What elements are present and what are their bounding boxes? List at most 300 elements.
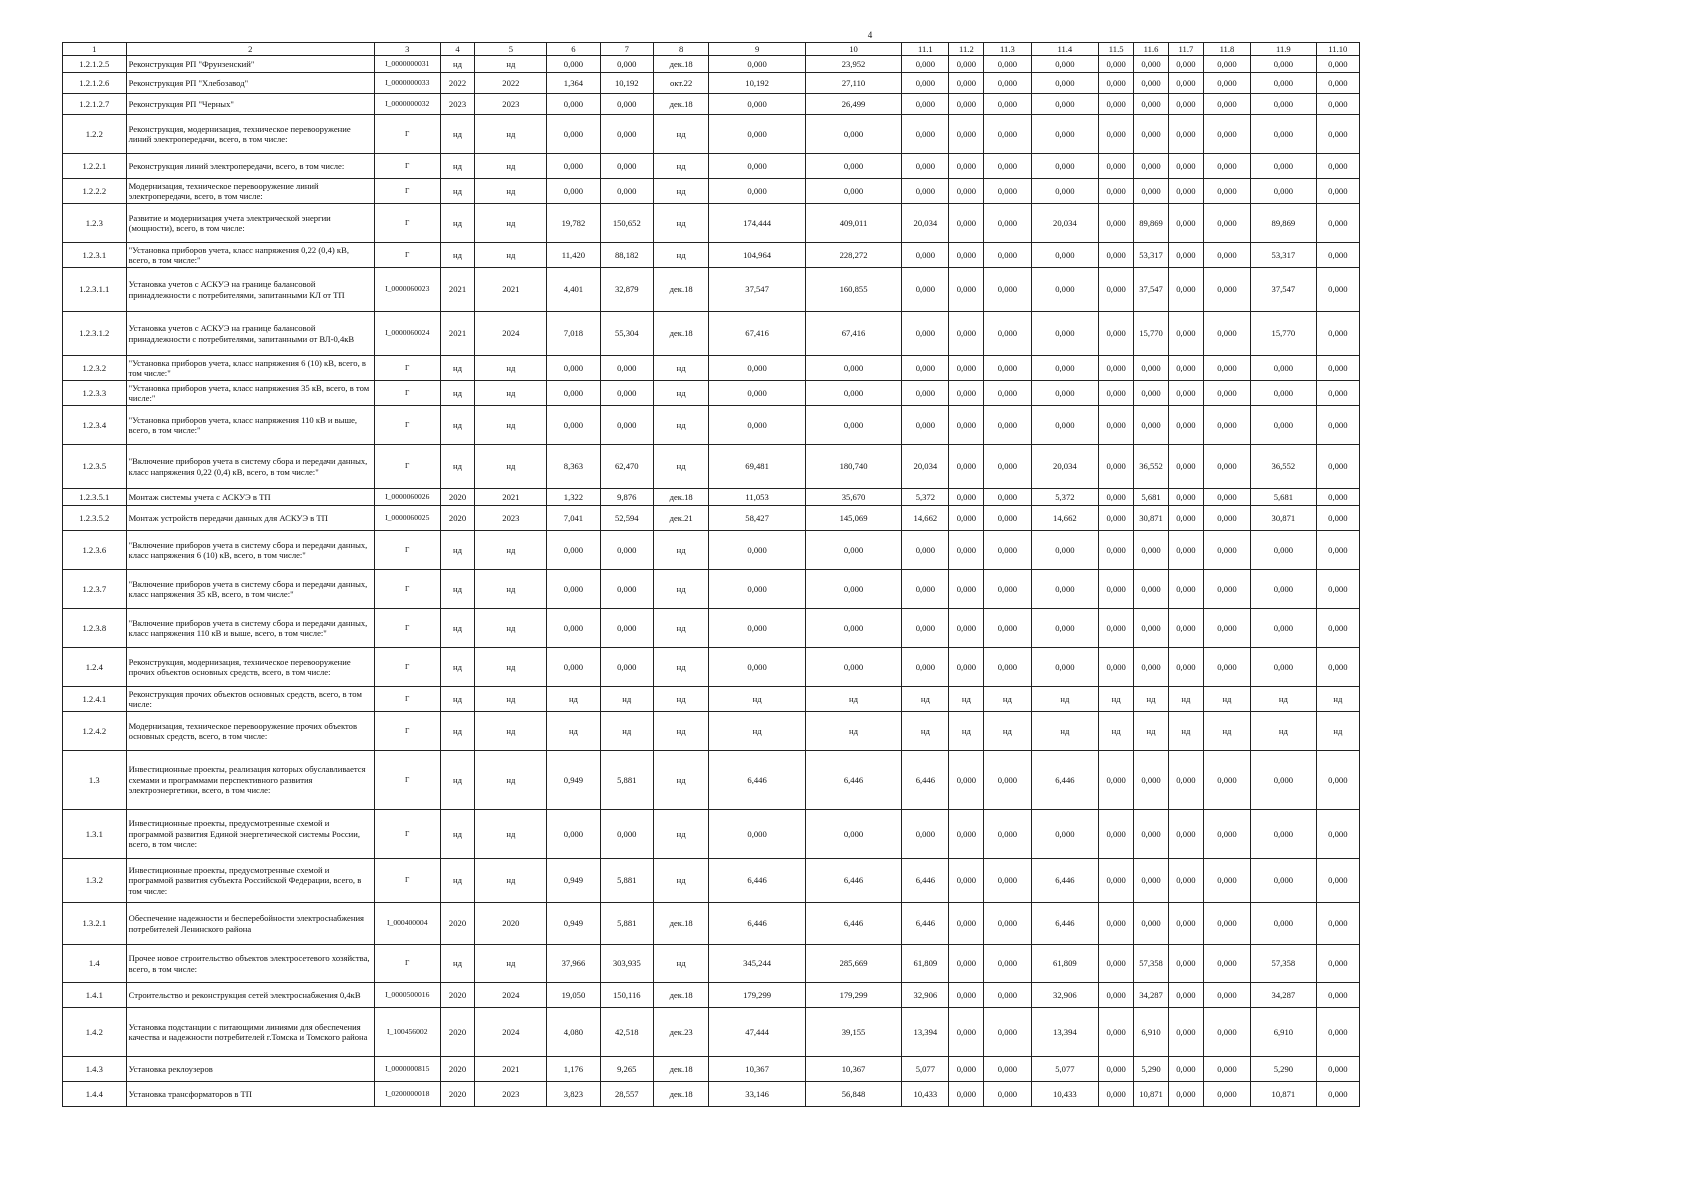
table-cell: нд — [902, 712, 949, 751]
table-cell: 345,244 — [709, 945, 805, 983]
table-cell: 0,000 — [1316, 243, 1359, 268]
table-cell: 0,000 — [1316, 1008, 1359, 1057]
project-code: I_0000000032 — [374, 94, 440, 115]
table-cell: 0,000 — [600, 356, 653, 381]
table-cell: нд — [475, 204, 547, 243]
table-cell: 0,000 — [1134, 154, 1169, 179]
table-cell: 0,000 — [1251, 56, 1317, 73]
table-cell: 0,000 — [984, 73, 1031, 94]
row-number: 1.2.1.2.7 — [63, 94, 127, 115]
table-cell: нд — [709, 712, 805, 751]
table-cell: 0,000 — [1099, 609, 1134, 648]
project-name: "Включение приборов учета в систему сбора и передачи данных, класс напряжения 110 кВ и выше, всего, в том числе:" — [126, 609, 374, 648]
table-cell: 0,000 — [1099, 489, 1134, 506]
table-cell: 2023 — [475, 94, 547, 115]
table-cell: 0,000 — [805, 648, 901, 687]
table-cell: нд — [440, 154, 475, 179]
table-cell: 2024 — [475, 1008, 547, 1057]
table-cell: 2020 — [440, 506, 475, 531]
table-cell: 47,444 — [709, 1008, 805, 1057]
table-cell: 0,000 — [1251, 903, 1317, 945]
table-cell: 20,034 — [902, 445, 949, 489]
table-cell: 0,000 — [949, 570, 984, 609]
table-cell: 2021 — [440, 268, 475, 312]
row-number: 1.2.3.7 — [63, 570, 127, 609]
table-cell: 0,000 — [902, 268, 949, 312]
table-cell: 0,000 — [1168, 154, 1203, 179]
table-cell: нд — [440, 179, 475, 204]
table-cell: нд — [440, 751, 475, 810]
table-cell: 0,000 — [1099, 983, 1134, 1008]
table-cell: 0,000 — [1251, 179, 1317, 204]
table-cell: 0,000 — [949, 945, 984, 983]
table-cell: 0,000 — [1316, 204, 1359, 243]
table-cell: 2020 — [440, 1008, 475, 1057]
table-cell: 5,881 — [600, 751, 653, 810]
table-cell: 0,000 — [547, 179, 600, 204]
table-cell: 0,000 — [1251, 356, 1317, 381]
table-cell: дек.18 — [653, 268, 708, 312]
table-row — [63, 489, 1360, 506]
row-number: 1.2.3 — [63, 204, 127, 243]
project-code: I_0000060023 — [374, 268, 440, 312]
table-cell: нд — [653, 609, 708, 648]
table-cell: нд — [653, 859, 708, 903]
table-cell: нд — [949, 712, 984, 751]
table-cell: нд — [440, 609, 475, 648]
table-cell: дек.23 — [653, 1008, 708, 1057]
table-cell: 0,000 — [709, 381, 805, 406]
table-cell: 5,681 — [1134, 489, 1169, 506]
table-cell: 32,906 — [902, 983, 949, 1008]
table-cell: 0,000 — [805, 609, 901, 648]
row-number: 1.3.2.1 — [63, 903, 127, 945]
table-cell: дек.18 — [653, 903, 708, 945]
table-cell: 0,000 — [1316, 810, 1359, 859]
table-cell: нд — [653, 531, 708, 570]
row-number: 1.2.4.2 — [63, 712, 127, 751]
table-cell: нд — [475, 243, 547, 268]
project-name: Реконструкция линий электропередачи, всего, в том числе: — [126, 154, 374, 179]
table-cell: 0,000 — [1316, 570, 1359, 609]
table-cell: 0,000 — [984, 445, 1031, 489]
table-cell: 10,367 — [709, 1057, 805, 1082]
table-cell: 0,000 — [1134, 56, 1169, 73]
table-cell: 0,000 — [984, 506, 1031, 531]
table-cell: 0,000 — [1099, 268, 1134, 312]
table-cell: 14,662 — [902, 506, 949, 531]
project-code: Г — [374, 406, 440, 445]
table-cell: 0,000 — [949, 903, 984, 945]
table-cell: дек.18 — [653, 1082, 708, 1107]
row-number: 1.2.2.2 — [63, 179, 127, 204]
table-cell: 0,000 — [1168, 115, 1203, 154]
table-cell: 0,000 — [600, 406, 653, 445]
table-row — [63, 406, 1360, 445]
table-cell: 0,000 — [1168, 751, 1203, 810]
project-code: Г — [374, 115, 440, 154]
table-cell: 0,000 — [1168, 903, 1203, 945]
table-cell: 15,770 — [1134, 312, 1169, 356]
table-cell: 0,000 — [902, 73, 949, 94]
table-cell: 0,000 — [1251, 73, 1317, 94]
table-cell: 0,000 — [1099, 312, 1134, 356]
table-cell: нд — [1203, 687, 1250, 712]
header-cell: 11.6 — [1134, 43, 1169, 56]
row-number: 1.2.3.2 — [63, 356, 127, 381]
table-cell: 0,000 — [1203, 531, 1250, 570]
table-cell: 0,000 — [949, 381, 984, 406]
table-cell: 0,000 — [1203, 751, 1250, 810]
table-cell: 5,372 — [1031, 489, 1099, 506]
table-cell: 0,000 — [1099, 73, 1134, 94]
table-cell: 33,146 — [709, 1082, 805, 1107]
header-cell: 11.10 — [1316, 43, 1359, 56]
table-cell: 0,000 — [709, 94, 805, 115]
table-cell: 0,000 — [984, 945, 1031, 983]
table-cell: нд — [1316, 687, 1359, 712]
project-code: Г — [374, 687, 440, 712]
table-cell: нд — [440, 56, 475, 73]
table-cell: 0,000 — [1316, 115, 1359, 154]
table-cell: дек.18 — [653, 489, 708, 506]
table-row — [63, 154, 1360, 179]
header-cell: 1 — [63, 43, 127, 56]
table-cell: 0,000 — [1031, 154, 1099, 179]
table-cell: 0,000 — [984, 356, 1031, 381]
table-cell: дек.21 — [653, 506, 708, 531]
table-cell: 13,394 — [1031, 1008, 1099, 1057]
project-name: Установка реклоузеров — [126, 1057, 374, 1082]
table-cell: дек.18 — [653, 983, 708, 1008]
table-cell: 303,935 — [600, 945, 653, 983]
table-cell: 0,000 — [1316, 1057, 1359, 1082]
table-cell: 23,952 — [805, 56, 901, 73]
table-cell: 36,552 — [1134, 445, 1169, 489]
table-cell: нд — [475, 712, 547, 751]
table-cell: 0,000 — [709, 609, 805, 648]
table-cell: 0,000 — [984, 94, 1031, 115]
table-cell: 6,910 — [1251, 1008, 1317, 1057]
table-cell: 0,000 — [1251, 94, 1317, 115]
table-cell: нд — [475, 381, 547, 406]
table-cell: 0,000 — [1168, 356, 1203, 381]
table-cell: 174,444 — [709, 204, 805, 243]
table-cell: 2024 — [475, 983, 547, 1008]
table-cell: 11,053 — [709, 489, 805, 506]
table-cell: 0,000 — [1203, 609, 1250, 648]
table-cell: 9,265 — [600, 1057, 653, 1082]
table-row — [63, 983, 1360, 1008]
table-cell: 0,000 — [1168, 268, 1203, 312]
table-cell: 0,000 — [1203, 489, 1250, 506]
table-cell: 0,000 — [1099, 204, 1134, 243]
table-cell: 0,000 — [949, 506, 984, 531]
table-cell: 7,041 — [547, 506, 600, 531]
table-cell: 0,000 — [600, 381, 653, 406]
table-cell: 89,869 — [1134, 204, 1169, 243]
table-cell: 19,782 — [547, 204, 600, 243]
table-cell: нд — [440, 687, 475, 712]
project-name: Прочее новое строительство объектов электросетевого хозяйства, всего, в том числе: — [126, 945, 374, 983]
project-name: Реконструкция, модернизация, техническое перевооружение прочих объектов основных средств, всего, в том числе: — [126, 648, 374, 687]
table-cell: 0,000 — [1031, 56, 1099, 73]
table-cell: 0,000 — [984, 489, 1031, 506]
table-cell: 0,000 — [1316, 609, 1359, 648]
table-cell: 0,000 — [1031, 179, 1099, 204]
table-cell: 5,077 — [1031, 1057, 1099, 1082]
table-cell: окт.22 — [653, 73, 708, 94]
table-cell: нд — [600, 712, 653, 751]
table-cell: 57,358 — [1251, 945, 1317, 983]
table-cell: 0,000 — [1168, 94, 1203, 115]
table-cell: 0,000 — [805, 154, 901, 179]
table-cell: 0,000 — [1099, 810, 1134, 859]
table-cell: 0,000 — [1316, 983, 1359, 1008]
table-cell: нд — [949, 687, 984, 712]
table-cell: 180,740 — [805, 445, 901, 489]
project-code: Г — [374, 712, 440, 751]
table-cell: 0,000 — [949, 406, 984, 445]
table-cell: 0,000 — [1134, 115, 1169, 154]
table-cell: 0,000 — [1203, 356, 1250, 381]
row-number: 1.4.1 — [63, 983, 127, 1008]
table-cell: нд — [653, 243, 708, 268]
table-cell: 32,879 — [600, 268, 653, 312]
table-cell: 34,287 — [1251, 983, 1317, 1008]
table-cell: нд — [653, 356, 708, 381]
table-cell: 0,000 — [1099, 859, 1134, 903]
table-row — [63, 810, 1360, 859]
table-cell: 10,433 — [902, 1082, 949, 1107]
table-cell: 5,290 — [1251, 1057, 1317, 1082]
header-cell: 11.5 — [1099, 43, 1134, 56]
table-cell: 1,322 — [547, 489, 600, 506]
table-cell: 0,000 — [949, 1008, 984, 1057]
table-cell: нд — [547, 712, 600, 751]
table-cell: 13,394 — [902, 1008, 949, 1057]
row-number: 1.2.4 — [63, 648, 127, 687]
table-cell: 5,881 — [600, 859, 653, 903]
table-cell: 0,000 — [709, 810, 805, 859]
table-row — [63, 903, 1360, 945]
table-cell: 0,000 — [805, 531, 901, 570]
table-cell: нд — [653, 751, 708, 810]
row-number: 1.2.4.1 — [63, 687, 127, 712]
table-cell: 0,000 — [1134, 570, 1169, 609]
table-cell: 0,000 — [805, 570, 901, 609]
table-cell: 6,446 — [805, 751, 901, 810]
header-cell: 11.4 — [1031, 43, 1099, 56]
table-cell: 0,000 — [547, 648, 600, 687]
table-row — [63, 115, 1360, 154]
table-cell: нд — [1251, 712, 1317, 751]
table-cell: 0,000 — [709, 115, 805, 154]
table-row — [63, 1008, 1360, 1057]
table-cell: 8,363 — [547, 445, 600, 489]
table-cell: нд — [709, 687, 805, 712]
table-cell: 0,000 — [1099, 179, 1134, 204]
table-cell: 0,000 — [902, 609, 949, 648]
table-cell: 0,000 — [984, 903, 1031, 945]
project-code: Г — [374, 356, 440, 381]
table-cell: 0,000 — [1203, 506, 1250, 531]
table-cell: 36,552 — [1251, 445, 1317, 489]
table-cell: нд — [984, 687, 1031, 712]
table-cell: 5,077 — [902, 1057, 949, 1082]
table-cell: нд — [653, 945, 708, 983]
table-cell: дек.18 — [653, 1057, 708, 1082]
header-cell: 5 — [475, 43, 547, 56]
table-cell: 0,000 — [1099, 903, 1134, 945]
project-code: I_0000060025 — [374, 506, 440, 531]
table-cell: 0,000 — [1316, 531, 1359, 570]
table-cell: 15,770 — [1251, 312, 1317, 356]
table-cell: 104,964 — [709, 243, 805, 268]
project-code: Г — [374, 154, 440, 179]
table-row — [63, 94, 1360, 115]
table-cell: 0,000 — [1031, 531, 1099, 570]
table-cell: 6,446 — [1031, 751, 1099, 810]
table-cell: 67,416 — [805, 312, 901, 356]
table-cell: нд — [440, 712, 475, 751]
table-cell: 0,000 — [1316, 154, 1359, 179]
table-cell: 0,000 — [600, 94, 653, 115]
table-cell: 2020 — [475, 903, 547, 945]
project-code: Г — [374, 609, 440, 648]
table-cell: 6,446 — [805, 903, 901, 945]
row-number: 1.4.3 — [63, 1057, 127, 1082]
table-cell: 34,287 — [1134, 983, 1169, 1008]
row-number: 1.2.3.6 — [63, 531, 127, 570]
table-cell: 0,000 — [984, 154, 1031, 179]
table-cell: 0,000 — [902, 356, 949, 381]
table-cell: 0,000 — [547, 56, 600, 73]
table-cell: 0,000 — [902, 570, 949, 609]
table-cell: 0,000 — [1203, 56, 1250, 73]
table-cell: 27,110 — [805, 73, 901, 94]
project-name: "Установка приборов учета, класс напряжения 0,22 (0,4) кВ, всего, в том числе:" — [126, 243, 374, 268]
row-number: 1.4.4 — [63, 1082, 127, 1107]
table-cell: нд — [475, 115, 547, 154]
header-cell: 11.8 — [1203, 43, 1250, 56]
table-cell: 0,000 — [1316, 489, 1359, 506]
table-cell: 0,000 — [1203, 312, 1250, 356]
table-row — [63, 1057, 1360, 1082]
table-cell: 0,000 — [949, 751, 984, 810]
project-code: Г — [374, 570, 440, 609]
table-cell: 53,317 — [1251, 243, 1317, 268]
header-cell: 11.2 — [949, 43, 984, 56]
table-cell: нд — [440, 115, 475, 154]
table-cell: 0,000 — [1099, 1008, 1134, 1057]
table-cell: 58,427 — [709, 506, 805, 531]
project-name: Установка учетов с АСКУЭ на границе балансовой принадлежности с потребителями, запитанными от ВЛ-0,4кВ — [126, 312, 374, 356]
table-cell: 285,669 — [805, 945, 901, 983]
table-cell: 10,367 — [805, 1057, 901, 1082]
investment-table — [62, 42, 1360, 1107]
table-cell: 0,000 — [984, 268, 1031, 312]
table-cell: 0,000 — [984, 609, 1031, 648]
table-cell: 0,000 — [1168, 445, 1203, 489]
table-cell: 0,000 — [709, 154, 805, 179]
table-cell: 88,182 — [600, 243, 653, 268]
table-cell: 0,000 — [1168, 204, 1203, 243]
table-cell: 2023 — [475, 1082, 547, 1107]
table-cell: 0,000 — [600, 570, 653, 609]
table-cell: 0,000 — [949, 243, 984, 268]
table-cell: 61,809 — [1031, 945, 1099, 983]
table-cell: 0,000 — [1168, 570, 1203, 609]
project-name: Монтаж системы учета с АСКУЭ в ТП — [126, 489, 374, 506]
table-cell: 4,401 — [547, 268, 600, 312]
table-cell: 1,364 — [547, 73, 600, 94]
table-cell: 0,000 — [1168, 609, 1203, 648]
project-code: Г — [374, 243, 440, 268]
table-cell: нд — [902, 687, 949, 712]
table-cell: 0,000 — [1099, 531, 1134, 570]
project-code: I_0000000031 — [374, 56, 440, 73]
table-cell: нд — [1099, 687, 1134, 712]
table-cell: 0,000 — [1203, 445, 1250, 489]
table-cell: 0,000 — [1203, 1057, 1250, 1082]
table-cell: нд — [475, 570, 547, 609]
table-cell: 0,000 — [1316, 945, 1359, 983]
table-cell: 28,557 — [600, 1082, 653, 1107]
table-cell: 0,000 — [902, 406, 949, 445]
table-cell: 0,000 — [547, 94, 600, 115]
table-cell: 0,000 — [984, 1082, 1031, 1107]
table-cell: 0,000 — [902, 648, 949, 687]
table-cell: 0,000 — [600, 115, 653, 154]
table-cell: 89,869 — [1251, 204, 1317, 243]
table-cell: 0,000 — [1099, 154, 1134, 179]
table-cell: 0,000 — [1031, 810, 1099, 859]
table-cell: 0,000 — [1031, 115, 1099, 154]
table-cell: нд — [475, 356, 547, 381]
header-cell: 10 — [805, 43, 901, 56]
table-cell: 0,000 — [1203, 154, 1250, 179]
table-cell: 0,000 — [984, 406, 1031, 445]
header-cell: 11.1 — [902, 43, 949, 56]
table-cell: 1,176 — [547, 1057, 600, 1082]
table-cell: 0,000 — [1203, 1008, 1250, 1057]
table-cell: нд — [475, 648, 547, 687]
table-cell: нд — [475, 406, 547, 445]
header-cell: 11.3 — [984, 43, 1031, 56]
table-cell: 0,000 — [984, 381, 1031, 406]
table-cell: 0,000 — [949, 312, 984, 356]
table-cell: 0,000 — [949, 268, 984, 312]
table-cell: нд — [440, 406, 475, 445]
table-cell: 0,000 — [1203, 570, 1250, 609]
table-cell: 0,000 — [1251, 115, 1317, 154]
project-code: I_0000060026 — [374, 489, 440, 506]
table-row — [63, 179, 1360, 204]
table-cell: 0,000 — [902, 810, 949, 859]
table-cell: 0,000 — [1099, 945, 1134, 983]
table-cell: 0,000 — [1168, 945, 1203, 983]
table-cell: 20,034 — [1031, 204, 1099, 243]
table-cell: нд — [440, 570, 475, 609]
table-cell: 0,000 — [1134, 179, 1169, 204]
table-cell: 0,000 — [1203, 406, 1250, 445]
table-cell: 0,000 — [805, 356, 901, 381]
row-number: 1.2.3.1 — [63, 243, 127, 268]
table-cell: 0,000 — [1099, 1082, 1134, 1107]
table-cell: нд — [653, 406, 708, 445]
table-cell: 0,000 — [1134, 810, 1169, 859]
